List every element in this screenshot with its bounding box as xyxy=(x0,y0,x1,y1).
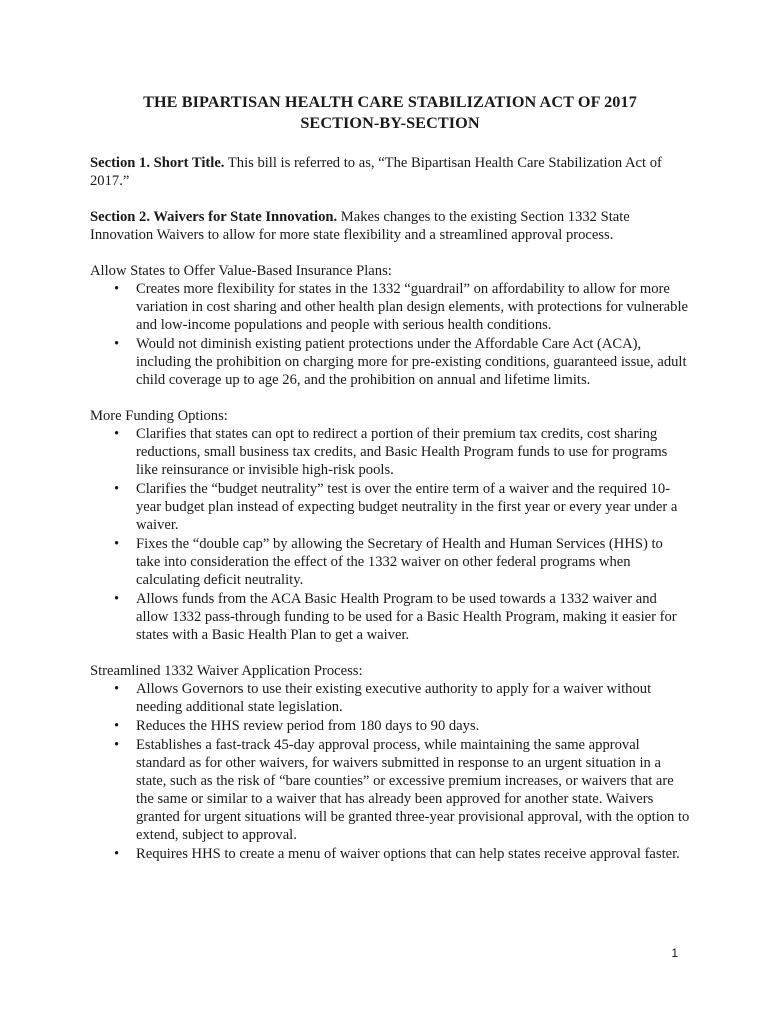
list-item-text: Establishes a fast-track 45-day approval process, while maintaining the same approval standard as for other waivers, for waivers submitted in response to an urgent situation in a state, such as the risk of “bare counties” or excessive premium increases, or waivers that are the same or similar to a waiver that has already been approved for another state. Waivers granted for urgent situations will be granted three-year provisional approval, with the option to extend, subject to approval. xyxy=(136,737,690,843)
bullet-icon: • xyxy=(114,681,120,697)
bullet-icon: • xyxy=(114,336,120,352)
section-2-heading: Section 2. Waivers for State Innovation. xyxy=(90,209,338,225)
section-2-text: Makes changes to the existing Section 1332 State Innovation Waivers to allow for more state flexibility and a streamlined approval process. xyxy=(90,209,630,243)
list-item xyxy=(114,845,690,863)
title-line-2: SECTION-BY-SECTION xyxy=(300,114,480,132)
bullet-list xyxy=(90,425,690,644)
section-1-heading: Section 1. Short Title. xyxy=(90,155,225,171)
group-title: Streamlined 1332 Waiver Application Process: xyxy=(90,663,363,679)
list-item xyxy=(114,280,690,334)
list-item xyxy=(114,717,690,735)
section-1-paragraph xyxy=(90,154,690,190)
bullet-list xyxy=(90,280,690,389)
group-title: More Funding Options: xyxy=(90,408,228,424)
list-item xyxy=(114,425,690,479)
list-item xyxy=(114,535,690,589)
bullet-icon: • xyxy=(114,737,120,753)
list-item-text: Clarifies the “budget neutrality” test is over the entire term of a waiver and the required 10-year budget plan instead of expecting budget neutrality in the first year or every year under a waiver. xyxy=(136,481,678,533)
bullet-icon: • xyxy=(114,481,120,497)
list-item xyxy=(114,736,690,844)
list-item xyxy=(114,680,690,716)
section-2-paragraph xyxy=(90,208,690,244)
list-item-text: Clarifies that states can opt to redirect a portion of their premium tax credits, cost sharing reductions, small business tax credits, and Basic Health Program funds to use for programs like reinsurance or invisible high-risk pools. xyxy=(136,426,668,478)
document-title xyxy=(90,92,690,134)
list-item-text: Reduces the HHS review period from 180 days to 90 days. xyxy=(136,718,480,734)
bullet-icon: • xyxy=(114,281,120,297)
list-item-text: Allows funds from the ACA Basic Health Program to be used towards a 1332 waiver and allow 1332 pass-through funding to be used for a Basic Health Program, making it easier for states with a Basic Health Plan to get a waiver. xyxy=(136,591,677,643)
list-item xyxy=(114,480,690,534)
bullet-list xyxy=(90,680,690,863)
bullet-icon: • xyxy=(114,846,120,862)
bullet-icon: • xyxy=(114,426,120,442)
bullet-icon: • xyxy=(114,718,120,734)
list-item-text: Fixes the “double cap” by allowing the Secretary of Health and Human Services (HHS) to take into consideration the effect of the 1332 waiver on other federal programs when calculating deficit neutrality. xyxy=(136,536,663,588)
title-line-1: THE BIPARTISAN HEALTH CARE STABILIZATION ACT OF 2017 xyxy=(143,93,637,111)
list-item xyxy=(114,335,690,389)
group-title: Allow States to Offer Value-Based Insurance Plans: xyxy=(90,263,392,279)
document-body xyxy=(90,92,690,881)
list-item-text: Creates more flexibility for states in the 1332 “guardrail” on affordability to allow for more variation in cost sharing and other health plan design elements, with protections for vulnerable and low-income populations and people with serious health conditions. xyxy=(136,281,688,333)
list-item-text: Would not diminish existing patient protections under the Affordable Care Act (ACA), including the prohibition on charging more for pre-existing conditions, guaranteed issue, adult child coverage up to age 26, and the prohibition on annual and lifetime limits. xyxy=(136,336,687,388)
list-item-text: Requires HHS to create a menu of waiver options that can help states receive approval faster. xyxy=(136,846,680,862)
list-item-text: Allows Governors to use their existing executive authority to apply for a waiver without needing additional state legislation. xyxy=(136,681,652,715)
list-item xyxy=(114,590,690,644)
section-1-text: This bill is referred to as, “The Bipartisan Health Care Stabilization Act of 2017.” xyxy=(90,155,662,189)
bullet-icon: • xyxy=(114,536,120,552)
page-number: 1 xyxy=(671,946,678,960)
bullet-icon: • xyxy=(114,591,120,607)
